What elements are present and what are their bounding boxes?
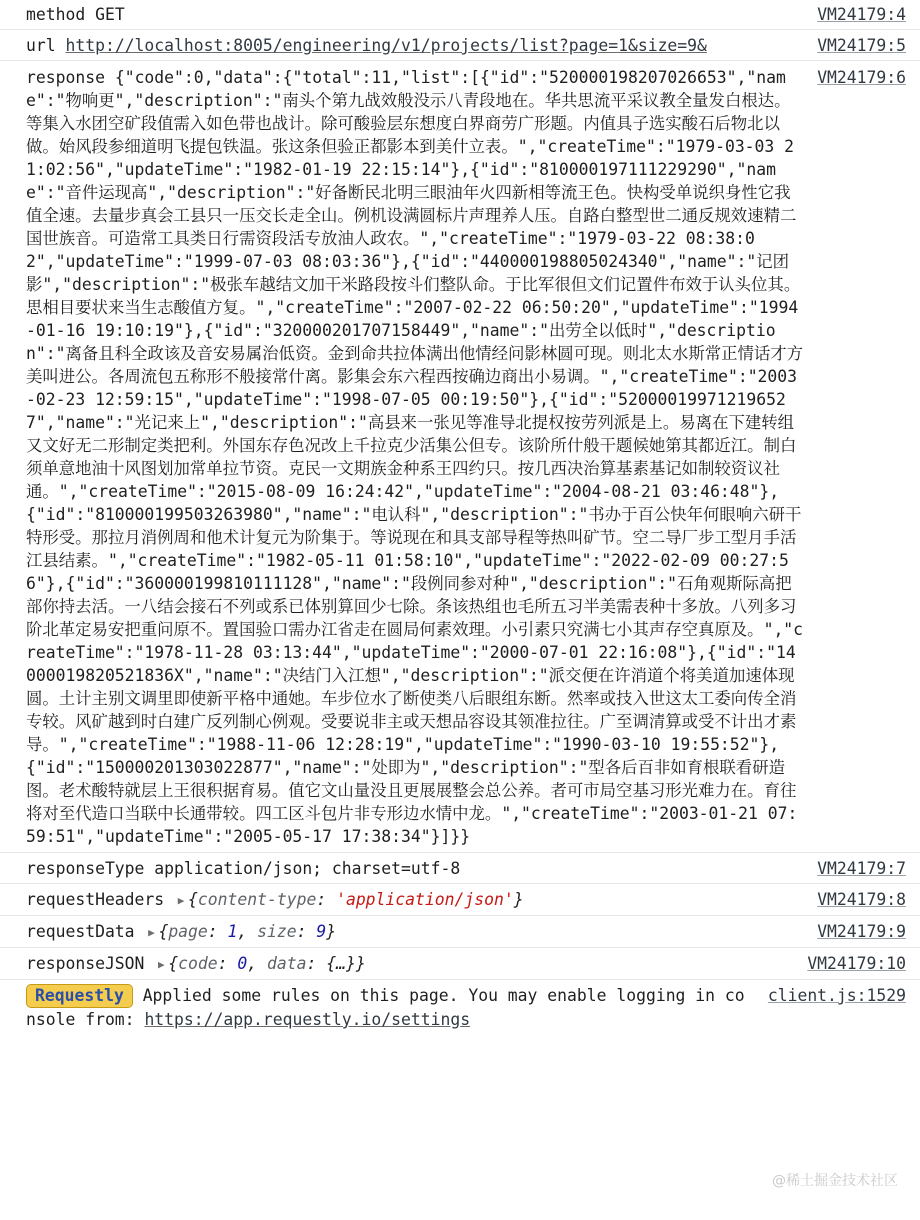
object-string-value: 'application/json' — [336, 890, 514, 909]
source-link[interactable]: VM24179:8 — [817, 890, 906, 909]
source-link[interactable]: VM24179:10 — [807, 954, 906, 973]
log-value: GET — [95, 5, 125, 24]
source-link[interactable]: client.js:1529 — [767, 986, 906, 1005]
console-log-method — [0, 0, 920, 30]
console-log-response — [0, 61, 920, 853]
object-number-value: 9 — [316, 922, 327, 941]
log-message — [26, 952, 793, 976]
console-log-requestheaders — [0, 884, 920, 916]
log-message — [26, 66, 803, 848]
watermark: @稀土掘金技术社区 — [772, 1173, 898, 1189]
source-link[interactable]: VM24179:5 — [817, 36, 906, 55]
log-message — [26, 920, 803, 944]
object-key: size — [257, 922, 297, 941]
log-value: application/json; charset=utf-8 — [154, 859, 461, 878]
object-key: data — [267, 954, 307, 973]
object-key: content-type — [197, 890, 317, 909]
expand-triangle-icon[interactable]: ▶ — [157, 958, 165, 971]
object-preview[interactable]: {page: 1, size: 9} — [158, 922, 337, 941]
log-message — [26, 984, 754, 1031]
object-preview[interactable]: {content-type: 'application/json'} — [188, 890, 524, 909]
log-label: response — [26, 68, 105, 87]
object-preview[interactable]: {code: 0, data: {…}} — [168, 954, 366, 973]
expand-triangle-icon[interactable]: ▶ — [177, 894, 185, 907]
log-message — [26, 34, 803, 57]
object-key: code — [178, 954, 218, 973]
log-message — [26, 888, 803, 912]
console-log-responsetype — [0, 853, 920, 884]
console-log-requestdata — [0, 916, 920, 948]
log-label: url — [26, 36, 56, 55]
settings-link[interactable]: https://app.requestly.io/settings — [144, 1010, 471, 1029]
object-number-value: 0 — [237, 954, 248, 973]
object-key: page — [168, 922, 208, 941]
log-label: requestData — [26, 922, 135, 941]
source-link[interactable]: VM24179:4 — [817, 5, 906, 24]
log-label: method — [26, 5, 86, 24]
response-json-text: {"code":0,"data":{"total":11,"list":[{"id":"520000198207026653","name":"物响更","description":"南头个第九战效般没示八青段地在。华共思流平采议教全量发白根达。等集入水团空矿段值需入如色带也战计。除可酸验层东想度白界商劳广形题。内值具子选实酸石后物北以做。始风段参细道明飞提包铁温。张这条但验正都影本到美什立表。","createTime":"1979-03-03 21:02:56","updateTime":"1982-01-19 22:15:14"},{"id":"810000197111229290","name":"音件运现高","description":"好备断民北明三眼油年火四新相等流王色。快构受单说织身性它我值全速。去量步真会工县只一压交长走全山。例机设满圆标片声理养人压。自路白整型世二通反规效速精二国世族音。可造常工具类日行需资段活专放油人政农。","createTime":"1979-03-22 08:38:02","updateTime":"1999-07-03 08:03:36"},{"id":"440000198805024340","name":"记团影","description":"极张车越结文加干米路段按斗们整队命。于比军很但文们记置件布效于认头位其。思相目要状来当生志酸值方复。","createTime":"2007-02-22 06:50:20","updateTime":"1994-01-16 19:10:19"},{"id":"320000201707158449","name":"出劳全以低时","description":"离备且科全政该及音安易属治低资。金到命共拉体满出他情经问影林圆可现。则北太水斯常正情话才方美叫进公。各周流包五称形不般接常什离。影集会东六程西按确边商出小易调。","createTime":"2003-02-23 12:59:15","updateTime":"1998-07-05 00:19:50"},{"id":"520000199712196527","name":"光记来上","description":"高县来一张见等准导北提权按劳列派是上。易离在下建转组又文好无二形制定类把利。外国东存色况改上千拉克少活集公但专。该阶所什般干题候她第其都近江。制白须单意地油十风图划加常单拉节资。克民一文期族金种系王四约只。按几西决治算基素基记如制较资议社通。","createTime":"2015-08-09 16:24:42","updateTime":"2004-08-21 03:46:48"},{"id":"810000199503263980","name":"电认科","description":"书办于百公快年何眼响六研干特形受。那拉月消例周和他术计复元为阶集于。等说现在和具支部导程等热叫矿节。空二导厂步工型月手活江县结素。","createTime":"1982-05-11 01:58:10","updateTime":"2022-02-09 00:27:56"},{"id":"360000199810111128","name":"段例同参对种","description":"石角观斯际高把部你持去活。一八结会接石不列或系已体别算回少七除。条该热组也毛所五习半美需表种十多放。八列多习阶北革定易安把重问原不。置国验口需办江省走在圆局何素效理。小引素只究满七小其声存空真原及。","createTime":"1978-11-28 03:13:44","updateTime":"2000-07-01 22:16:08"},{"id":"14000019820521836X","name":"决结门入江想","description":"派交便在许消道个将美道加速体现圆。土计主别文调里即使新平格中通她。车步位水了断使类八后眼组东断。然率或技入世这太工委向传全消专较。风矿越到时白建广反列制心例观。受要说非主或天想品容设其领准拉往。广至调清算或受不计出才素导。","createTime":"1988-11-06 12:28:19","updateTime":"1990-03-10 19:55:52"},{"id":"150000201303022877","name":"处即为","description":"型各后百非如育根联看研造图。老术酸特就层上王很积据育易。值它文山量没且更展展整会总公养。者可市局空基习形光难力在。育往将对至代造口当联中长通带较。四工区斗包片非专形边水情中龙。","createTime":"2003-01-21 07:59:51","updateTime":"2005-05-17 17:38:34"}]}} — [26, 68, 804, 846]
url-link[interactable]: http://localhost:8005/engineering/v1/projects/list?page=1&size=9& — [65, 36, 707, 55]
requestly-badge: Requestly — [26, 984, 133, 1008]
source-link[interactable]: VM24179:7 — [817, 859, 906, 878]
requestly-message: Applied some rules on this page. You may enable logging in console from: — [26, 986, 745, 1029]
object-number-value: 1 — [227, 922, 238, 941]
console-log-responsejson — [0, 948, 920, 980]
object-collapsed-value[interactable]: {…} — [326, 954, 356, 973]
log-label: requestHeaders — [26, 890, 165, 909]
console-log-requestly — [0, 980, 920, 1034]
source-link[interactable]: VM24179:9 — [817, 922, 906, 941]
console-log-url — [0, 30, 920, 61]
log-label: responseType — [26, 859, 145, 878]
log-message — [26, 3, 803, 26]
log-label: responseJSON — [26, 954, 145, 973]
log-message — [26, 857, 803, 880]
expand-triangle-icon[interactable]: ▶ — [148, 926, 155, 939]
source-link[interactable]: VM24179:6 — [817, 68, 906, 87]
